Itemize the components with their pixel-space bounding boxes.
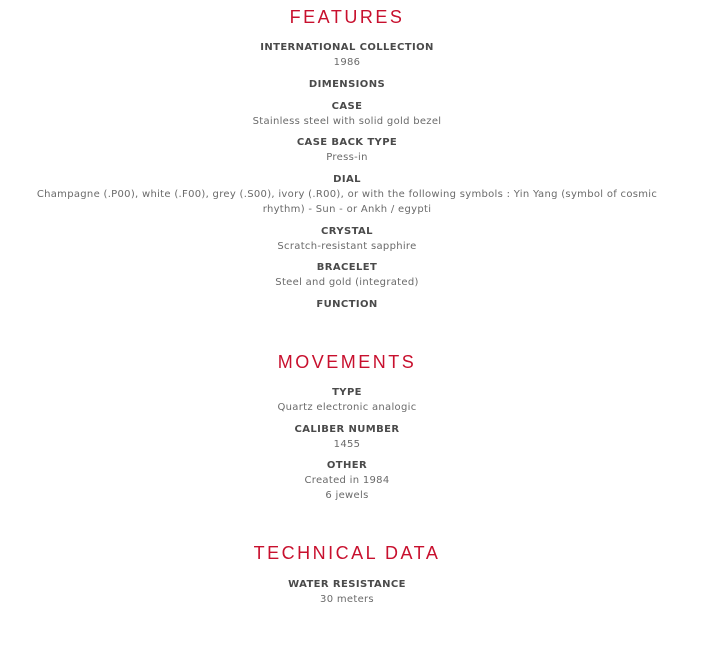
spec-label: OTHER: [326, 460, 368, 471]
spec-value: 1986: [333, 57, 361, 68]
spec-dimensions: [18, 77, 676, 92]
spec-value: Quartz electronic analogic: [277, 402, 417, 413]
spec-value: Press-in: [326, 152, 368, 163]
spec-value: Champagne (.P00), white (.F00), grey (.S00), ivory (.R00), or with the following symbols : Yin Yang (symbol of cosmic rhythm) - Sun - or Ankh / egypti: [36, 189, 658, 215]
spec-value: 6 jewels: [325, 490, 369, 501]
spec-value: Stainless steel with solid gold bezel: [252, 116, 442, 127]
spec-case: [18, 99, 676, 129]
spec-value: Steel and gold (integrated): [275, 277, 419, 288]
features-heading: FEATURES: [289, 7, 405, 27]
spec-label: BRACELET: [316, 262, 378, 273]
spec-label: TYPE: [332, 387, 362, 398]
technical-data-heading: TECHNICAL DATA: [253, 543, 441, 563]
spec-other: [18, 458, 676, 503]
spec-label: DIAL: [333, 174, 361, 185]
spec-type: [18, 385, 676, 415]
spec-case-back-type: [18, 135, 676, 165]
spec-bracelet: [18, 260, 676, 290]
spec-label: WATER RESISTANCE: [288, 579, 406, 590]
spec-function: [18, 297, 676, 312]
spec-label: CALIBER NUMBER: [294, 424, 400, 435]
spec-label: CASE: [331, 101, 363, 112]
spec-label: CASE BACK TYPE: [296, 137, 398, 148]
spec-value: Scratch-resistant sapphire: [277, 241, 417, 252]
spec-value: 1455: [333, 439, 361, 450]
spec-value: 30 meters: [320, 594, 374, 605]
spec-crystal: [18, 224, 676, 254]
spec-label: FUNCTION: [316, 299, 378, 310]
spec-value: Created in 1984: [304, 475, 390, 486]
movements-heading: MOVEMENTS: [277, 352, 417, 372]
spec-label: DIMENSIONS: [308, 79, 386, 90]
spec-dial: [18, 172, 676, 217]
spec-international-collection: [18, 40, 676, 70]
spec-label: INTERNATIONAL COLLECTION: [260, 42, 434, 53]
spec-water-resistance: [18, 577, 676, 607]
spec-label: CRYSTAL: [321, 226, 373, 237]
spec-caliber-number: [18, 422, 676, 452]
